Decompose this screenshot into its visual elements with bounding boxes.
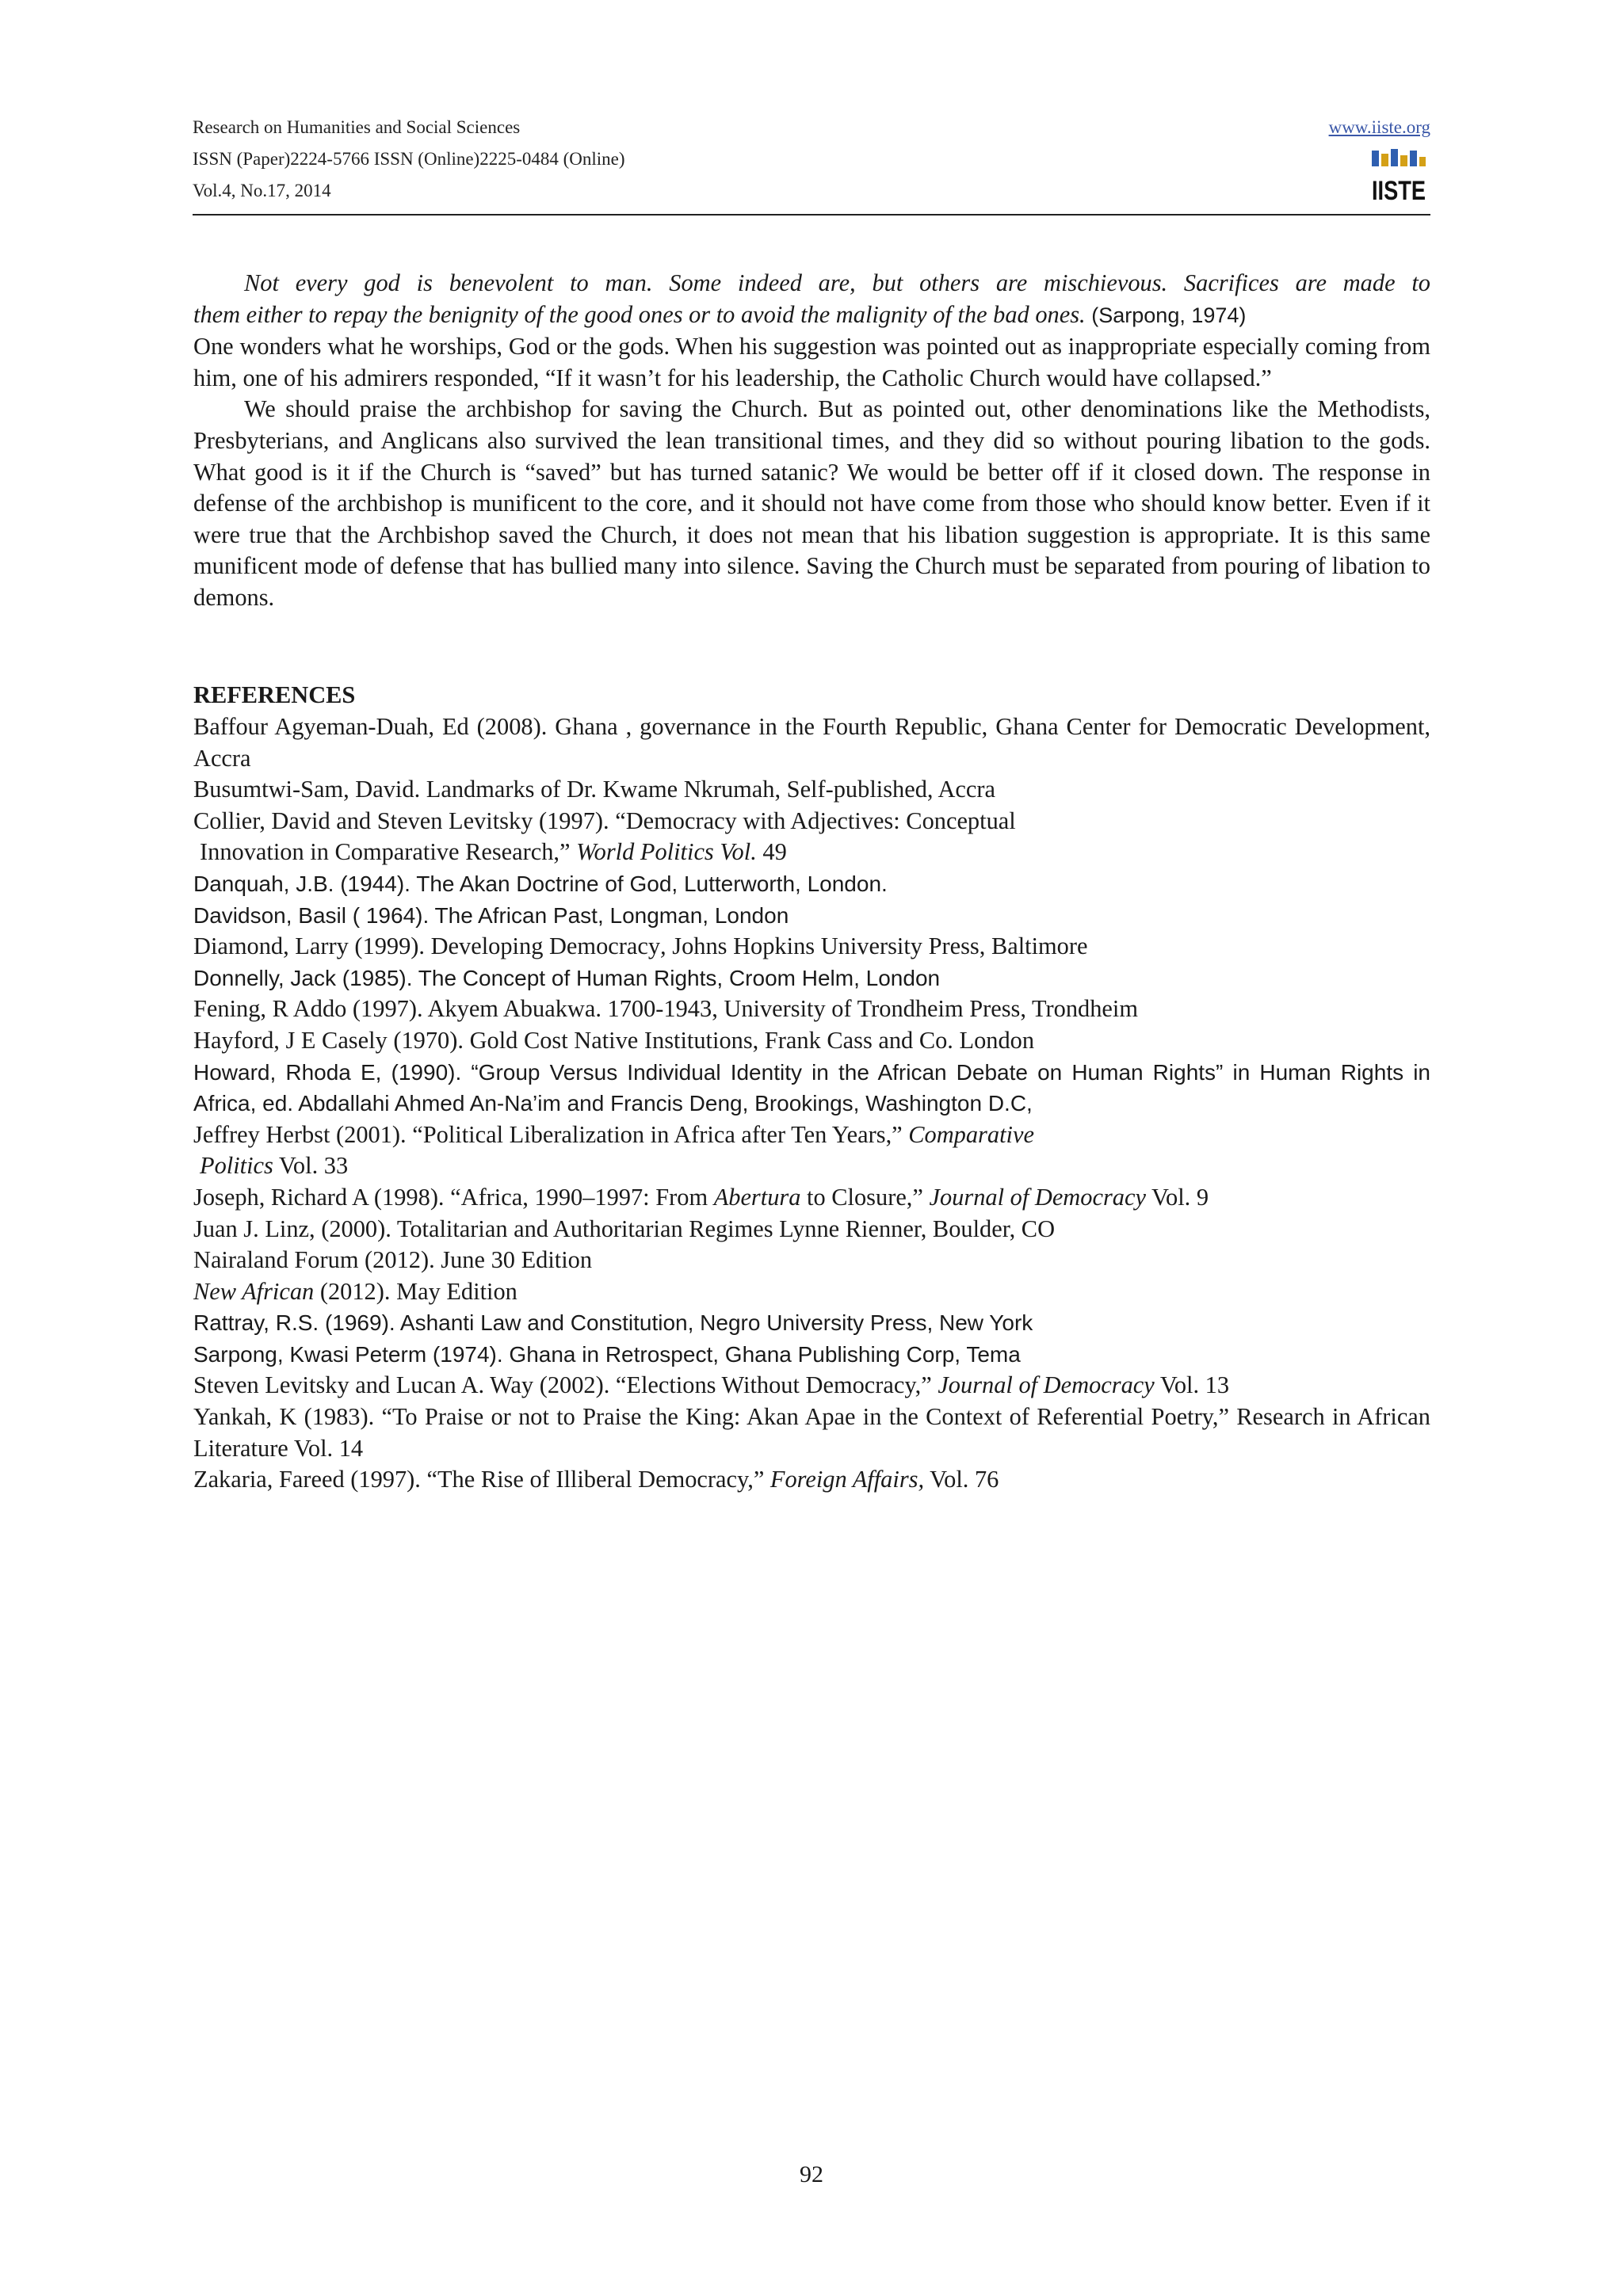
reference-text: Collier, David and Steven Levitsky (1997). “Democracy with Adjectives: Conceptual (193, 807, 1016, 834)
quote-citation: (Sarpong, 1974) (1091, 303, 1247, 327)
reference-item: Sarpong, Kwasi Peterm (1974). Ghana in Retrospect, Ghana Publishing Corp, Tema (193, 1341, 1021, 1367)
issn-line: ISSN (Paper)2224-5766 ISSN (Online)2225-0484 (Online) (193, 149, 625, 169)
reference-item (193, 931, 1430, 963)
reference-text: Steven Levitsky and Lucan A. Way (2002). “Elections Without Democracy,” (193, 1371, 938, 1399)
reference-journal: Comparative (908, 1120, 1034, 1148)
volume-line: Vol.4, No.17, 2014 (193, 181, 331, 200)
running-header (193, 113, 1430, 215)
reference-text: Vol. 9 (1145, 1183, 1209, 1211)
reference-item: Juan J. Linz, (2000). Totalitarian and Authoritarian Regimes Lynne Rienner, Boulder, CO (193, 1215, 1056, 1242)
reference-text: Diamond, Larry (1999). Developing Democracy (193, 933, 661, 960)
reference-journal: Politics (200, 1152, 273, 1180)
logo-wordmark: IISTE (1372, 176, 1426, 206)
reference-item: Danquah, J.B. (1944). The Akan Doctrine of God, Lutterworth, London. (193, 871, 888, 896)
reference-item: Howard, Rhoda E, (1990). “Group Versus Individual Identity in the African Debate on Human Rights” in Human Rights in Africa, ed. Abdallahi Ahmed An-Na’im and Francis Deng, Brookings, Washington D.C, (193, 1059, 1430, 1116)
reference-item (193, 806, 1430, 868)
reference-text: Vol. 76 (924, 1466, 999, 1493)
page-number: 92 (800, 2161, 823, 2187)
reference-text: Joseph, Richard A (1998). “Africa, 1990–1997: From (193, 1183, 714, 1211)
reference-item: Hayford, J E Casely (1970). Gold Cost Native Institutions, Frank Cass and Co. London (193, 1026, 1035, 1054)
block-quote-line-1: Not every god is benevolent to man. Some indeed are, but others are mischievous. Sacrifices are made to (244, 269, 1430, 296)
paragraph-1: One wonders what he worships, God or the gods. When his suggestion was pointed out as inappropriate especially coming from him, one of his admirers responded, “If it wasn’t for his leadership, the Catholic Church would have collapsed.” (193, 333, 1430, 391)
reference-item (193, 1276, 1430, 1308)
reference-item (193, 1182, 1430, 1214)
reference-text: Zakaria, Fareed (1997). “The Rise of Illiberal Democracy,” (193, 1466, 770, 1493)
reference-item: Davidson, Basil ( 1964). The African Past, Longman, London (193, 902, 789, 928)
reference-text: (2012). May Edition (314, 1277, 517, 1305)
reference-text: Vol. 33 (273, 1152, 349, 1180)
reference-item: Baffour Agyeman-Duah, Ed (2008). Ghana , governance in the Fourth Republic, Ghana Center for Democratic Development, Accra (193, 713, 1430, 772)
iiste-logo (1370, 147, 1427, 208)
quote-block (193, 268, 1430, 614)
journal-title: Research on Humanities and Social Sciences (193, 117, 521, 137)
references-heading: REFERENCES (193, 681, 356, 708)
reference-text: Vol. 13 (1154, 1371, 1230, 1399)
references-list (193, 711, 1430, 1496)
reference-journal: Journal of Democracy (929, 1183, 1146, 1211)
reference-item: Nairaland Forum (2012). June 30 Edition (193, 1246, 593, 1274)
reference-text: Innovation in Comparative Research,” (200, 838, 577, 866)
reference-journal: New African (193, 1277, 315, 1305)
reference-item: Yankah, K (1983). “To Praise or not to Praise the King: Akan Apae in the Context of Referential Poetry,” Research in African Literature Vol. 14 (193, 1403, 1430, 1462)
reference-item: Rattray, R.S. (1969). Ashanti Law and Constitution, Negro University Press, New York (193, 1310, 1033, 1336)
reference-text: Johns Hopkins University Press, Baltimore (666, 933, 1088, 960)
journal-url-link[interactable]: www.iiste.org (1328, 117, 1430, 137)
block-quote-line-2 (193, 299, 1430, 332)
reference-text: 49 (756, 838, 787, 866)
reference-text: Jeffrey Herbst (2001). “Political Liberalization in Africa after Ten Years,” (193, 1120, 909, 1148)
block-quote-text: them either to repay the benignity of the good ones or to avoid the malignity of the bad ones. (193, 300, 1086, 328)
reference-journal: World Politics Vol. (576, 838, 757, 866)
reference-journal: Foreign Affairs, (769, 1466, 925, 1493)
reference-text: to Closure,” (800, 1183, 930, 1211)
reference-text: Abertura (713, 1183, 801, 1211)
reference-item: Fening, R Addo (1997). Akyem Abuakwa. 1700-1943, University of Trondheim Press, Trondheim (193, 995, 1138, 1023)
reference-text: , (660, 933, 666, 960)
reference-item: Busumtwi-Sam, David. Landmarks of Dr. Kwame Nkrumah, Self-published, Accra (193, 776, 995, 803)
reference-item (193, 1119, 1430, 1182)
reference-item (193, 1464, 1430, 1496)
reference-item (193, 1370, 1430, 1402)
paragraph-2: We should praise the archbishop for saving the Church. But as pointed out, other denominations like the Methodists, Presbyterians, and Anglicans also survived the lean transitional times, and they did so without pouring libation to the gods. What good is it if the Church is “saved” but has turned satanic? We would be better off if it closed down. The response in defense of the archbishop is munificent to the core, and it should not have come from those who should know better. Even if it were true that the Archbishop saved the Church, it does not mean that his libation suggestion is appropriate. It is this same munificent mode of defense that has bullied many into silence. Saving the Church must be separated from pouring of libation to demons. (193, 395, 1430, 611)
reference-journal: Journal of Democracy (938, 1371, 1155, 1399)
reference-item: Donnelly, Jack (1985). The Concept of Human Rights, Croom Helm, London (193, 965, 941, 990)
